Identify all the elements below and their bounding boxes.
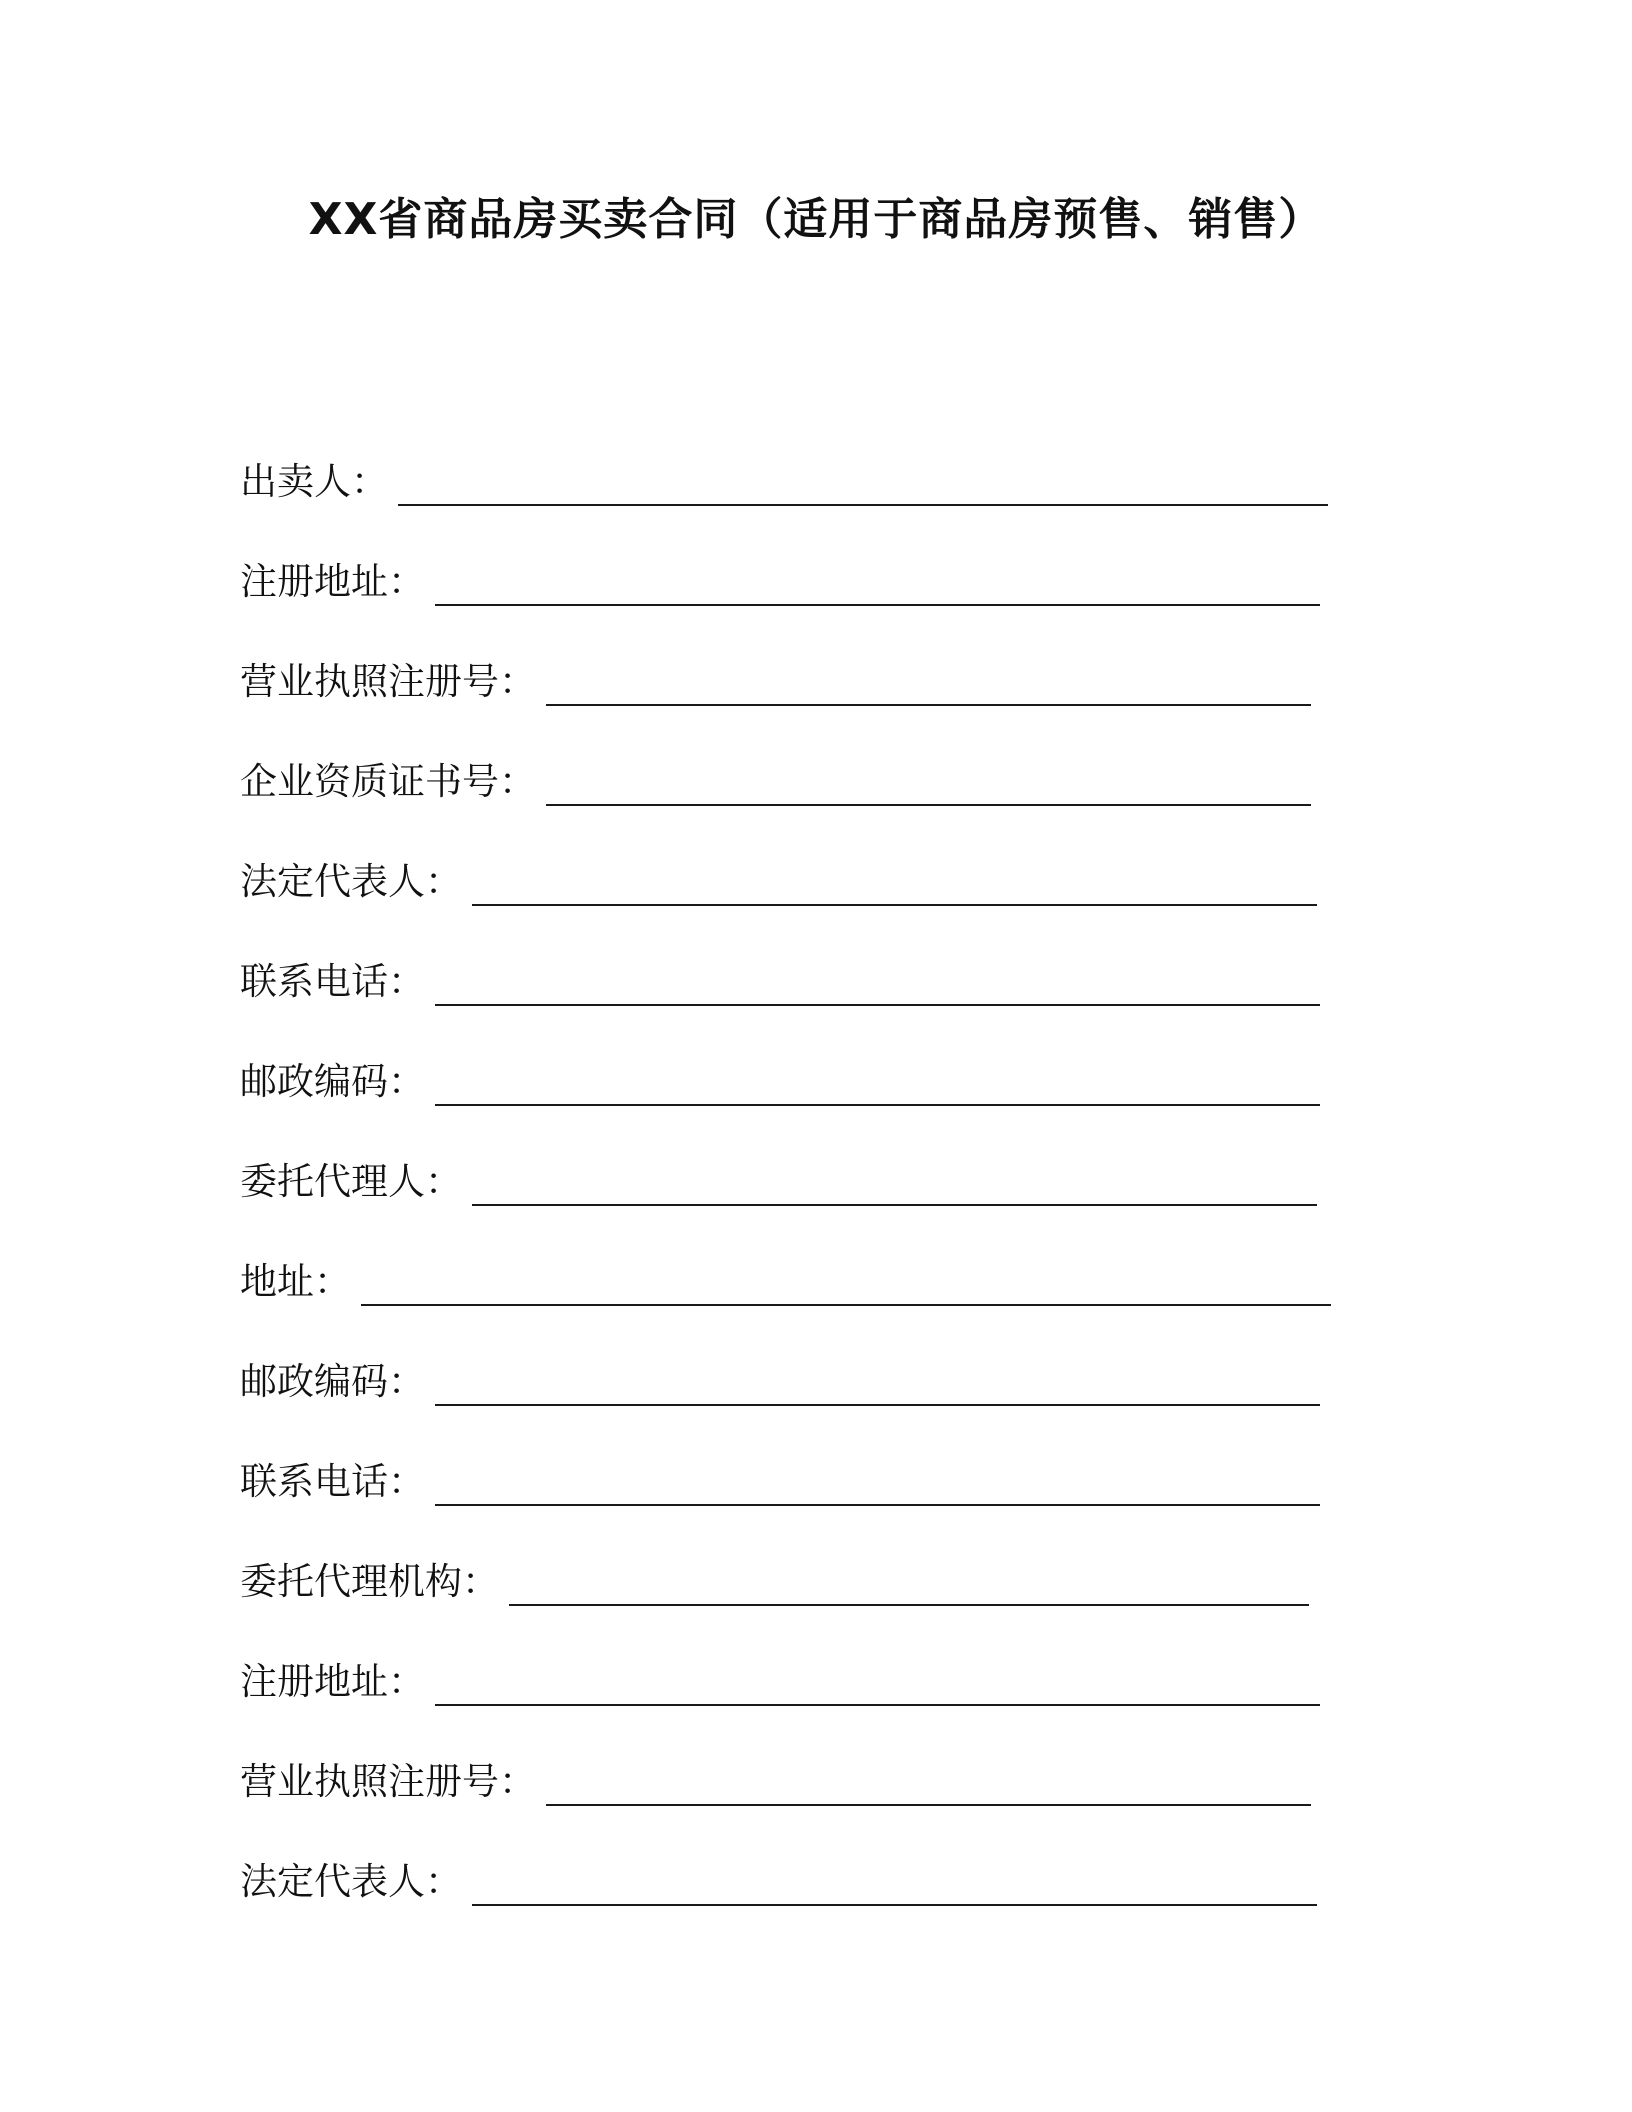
field-row-postal-code: [240, 1020, 1360, 1120]
field-label: 法定代表人：: [240, 1860, 462, 1903]
field-label: 联系电话：: [240, 960, 425, 1003]
blank-line[interactable]: [435, 1454, 1320, 1506]
field-label: 营业执照注册号：: [240, 1760, 536, 1803]
blank-line[interactable]: [435, 1054, 1320, 1106]
field-row-postal-code-2: [240, 1320, 1360, 1420]
blank-line[interactable]: [509, 1554, 1309, 1606]
field-label: 地址：: [240, 1260, 351, 1303]
field-row-business-license-no-2: [240, 1720, 1360, 1820]
field-label: 邮政编码：: [240, 1360, 425, 1403]
field-row-business-license-no: [240, 620, 1360, 720]
field-list: [240, 420, 1360, 1920]
field-label: 注册地址：: [240, 560, 425, 603]
field-row-registered-address-2: [240, 1620, 1360, 1720]
field-row-legal-representative-2: [240, 1820, 1360, 1920]
field-row-phone-2: [240, 1420, 1360, 1520]
field-label: 委托代理人：: [240, 1160, 462, 1203]
field-row-phone: [240, 920, 1360, 1020]
blank-line[interactable]: [546, 754, 1311, 806]
field-row-authorized-agent: [240, 1120, 1360, 1220]
blank-line[interactable]: [472, 854, 1317, 906]
field-label: 联系电话：: [240, 1460, 425, 1503]
blank-line[interactable]: [435, 554, 1320, 606]
field-label: 营业执照注册号：: [240, 660, 536, 703]
blank-line[interactable]: [398, 454, 1328, 506]
field-row-legal-representative: [240, 820, 1360, 920]
field-label: 注册地址：: [240, 1660, 425, 1703]
page-title: XX省商品房买卖合同（适用于商品房预售、销售）: [308, 194, 1324, 245]
field-row-seller: [240, 420, 1360, 520]
field-label: 企业资质证书号：: [240, 760, 536, 803]
field-row-agency: [240, 1520, 1360, 1620]
field-row-qualification-cert-no: [240, 720, 1360, 820]
field-label: 邮政编码：: [240, 1060, 425, 1103]
blank-line[interactable]: [546, 654, 1311, 706]
blank-line[interactable]: [435, 1654, 1320, 1706]
blank-line[interactable]: [361, 1254, 1331, 1306]
blank-line[interactable]: [435, 954, 1320, 1006]
field-row-address: [240, 1220, 1360, 1320]
field-label: 委托代理机构：: [240, 1560, 499, 1603]
field-label: 法定代表人：: [240, 860, 462, 903]
field-row-registered-address: [240, 520, 1360, 620]
blank-line[interactable]: [472, 1854, 1317, 1906]
blank-line[interactable]: [546, 1754, 1311, 1806]
blank-line[interactable]: [435, 1354, 1320, 1406]
blank-line[interactable]: [472, 1154, 1317, 1206]
field-label: 出卖人：: [240, 460, 388, 503]
